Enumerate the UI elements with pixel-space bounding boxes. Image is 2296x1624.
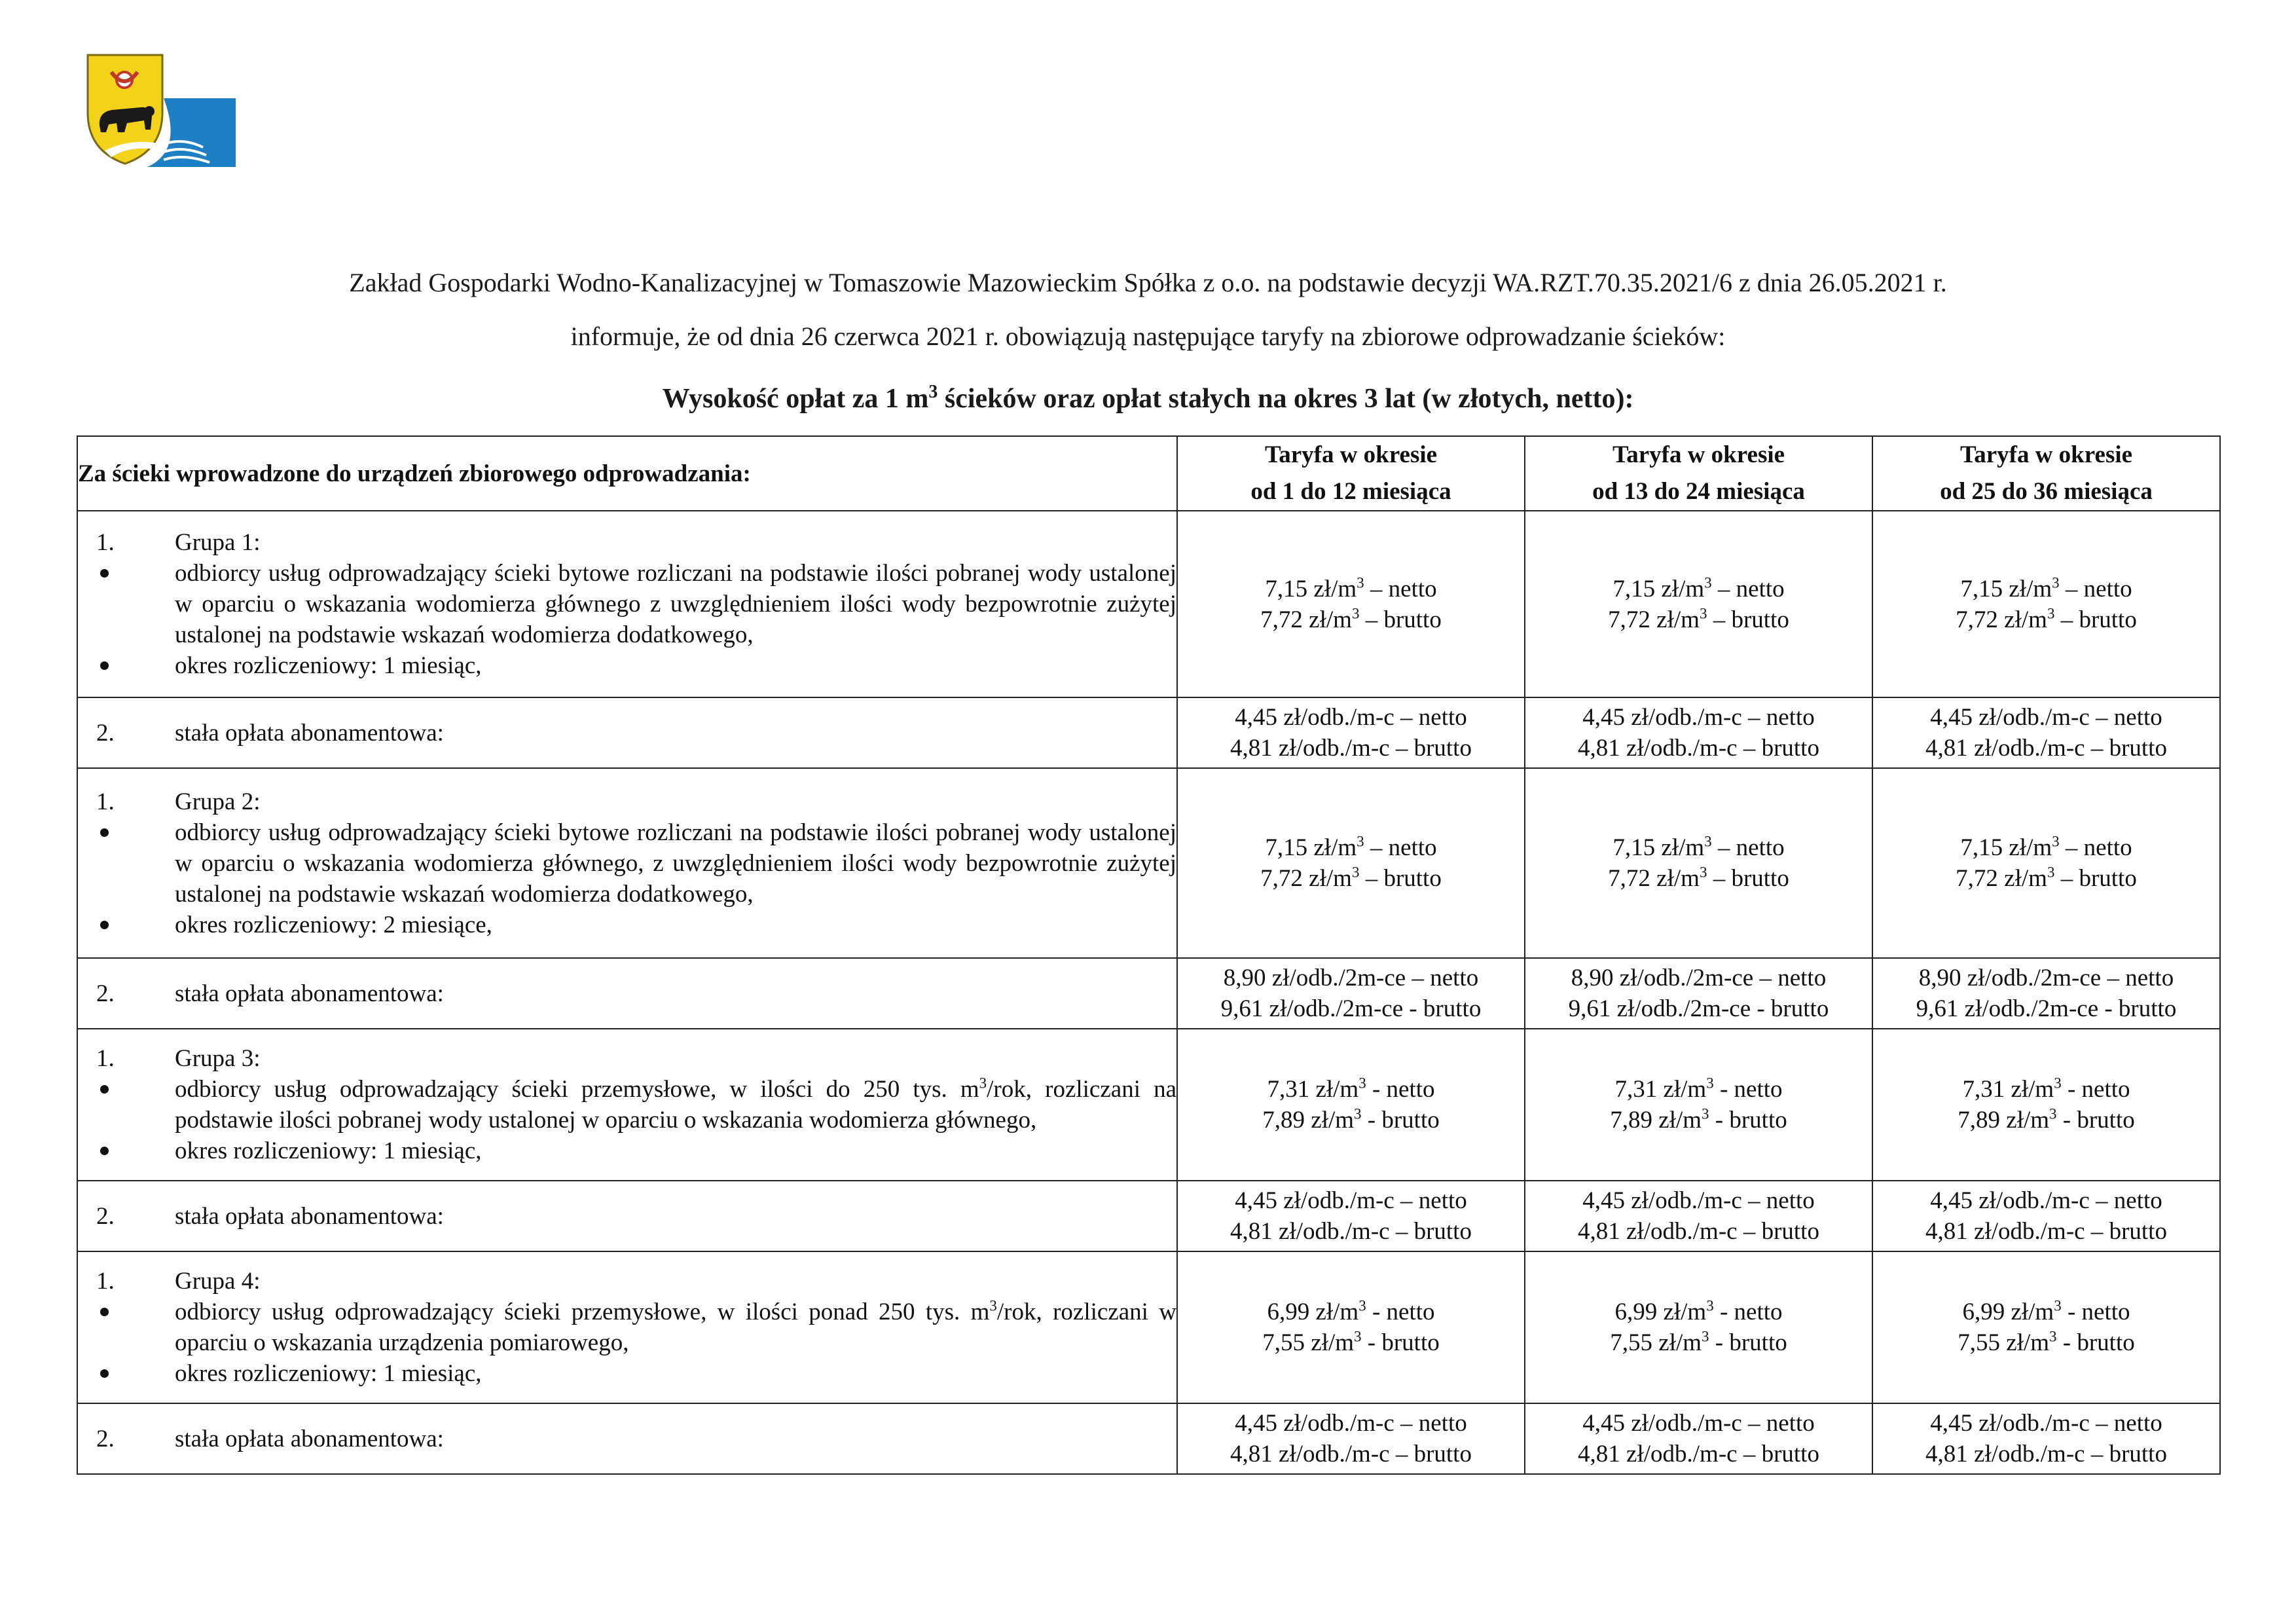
group-4-rate-row (77, 1251, 2220, 1403)
intro-line-2: informuje, że od dnia 26 czerwca 2021 r. obowiązują następujące taryfy na zbiorowe odprowadzanie ścieków: (570, 322, 1726, 351)
group-4-rate-p1: 6,99 $zł/m^3$ - netto 7,55 $zł/m^3$ - brutto (1177, 1251, 1525, 1403)
group-4-rate-p2: 6,99 $zł/m^3$ - netto 7,55 $zł/m^3$ - brutto (1525, 1251, 1872, 1403)
group-2-fee-label: 2. stała opłata abonamentowa: (77, 958, 1177, 1029)
group-1-fee-row (77, 697, 2220, 768)
group-2-fee-p1: 8,90 zł/odb./2m-ce – netto 9,61 zł/odb./2m-ce - brutto (1177, 958, 1525, 1029)
group-2-rate-row (77, 768, 2220, 958)
group-1-description: 1. Grupa 1: odbiorcy usług odprowadzający ścieki bytowe rozliczani na podstawie ilości pobranej wody ustalonej w oparciu o wskazania wodomierza głównego z uwzględnieniem ilości wody bezpowrotnie zużytej ustalonej na podstawie wskazań wodomierza dodatkowego, okres rozliczeniowy: 1 miesiąc, (77, 511, 1177, 697)
group-2-rate-p3: 7,15 $zł/m^3$ – netto 7,72 $zł/m^3$ – brutto (1872, 768, 2220, 958)
intro-line-1: Zakład Gospodarki Wodno-Kanalizacyjnej w Tomaszowie Mazowieckim Spółka z o.o. na podstawie decyzji WA.RZT.70.35.2021/6 z dnia 26.05.2021 r. (349, 268, 1947, 297)
group-3-fee-p3: 4,45 zł/odb./m-c – netto 4,81 zł/odb./m-c – brutto (1872, 1181, 2220, 1251)
group-3-rate-p1: 7,31 $zł/m^3$ - netto 7,89 $zł/m^3$ - brutto (1177, 1029, 1525, 1181)
group-2-rate-p2: 7,15 $zł/m^3$ – netto 7,72 $zł/m^3$ – brutto (1525, 768, 1872, 958)
group-1-fee-label: 2. stała opłata abonamentowa: (77, 697, 1177, 768)
column-header-main: Za ścieki wprowadzone do urządzeń zbiorowego odprowadzania: (77, 436, 1177, 511)
group-3-fee-label: 2. stała opłata abonamentowa: (77, 1181, 1177, 1251)
group-4-fee-p3: 4,45 zł/odb./m-c – netto 4,81 zł/odb./m-c – brutto (1872, 1403, 2220, 1474)
group-4-fee-label: 2. stała opłata abonamentowa: (77, 1403, 1177, 1474)
group-3-description: 1. Grupa 3: odbiorcy usług odprowadzający ścieki przemysłowe, w ilości do 250 tys. $m^3$/rok, rozliczani na podstawie ilości pobranej wody ustalonej w oparciu o wskazania wodomierza głównego, okres rozliczeniowy: 1 miesiąc, (77, 1029, 1177, 1181)
group-1-rate-p3: 7,15 $zł/m^3$ – netto 7,72 $zł/m^3$ – brutto (1872, 511, 2220, 697)
group-1-fee-p3: 4,45 zł/odb./m-c – netto 4,81 zł/odb./m-c – brutto (1872, 697, 2220, 768)
tariff-table (77, 435, 2221, 1475)
group-4-rate-p3: 6,99 $zł/m^3$ - netto 7,55 $zł/m^3$ - brutto (1872, 1251, 2220, 1403)
group-4-fee-p2: 4,45 zł/odb./m-c – netto 4,81 zł/odb./m-c – brutto (1525, 1403, 1872, 1474)
group-1-rate-p1: 7,15 $zł/m^3$ – netto 7,72 $zł/m^3$ – brutto (1177, 511, 1525, 697)
table-heading: Wysokość opłat za 1 $m^3$ ścieków oraz opłat stałych na okres 3 lat (w złotych, netto): (662, 382, 1634, 414)
group-3-fee-p2: 4,45 zł/odb./m-c – netto 4,81 zł/odb./m-c – brutto (1525, 1181, 1872, 1251)
group-1-rate-p2: 7,15 $zł/m^3$ – netto 7,72 $zł/m^3$ – brutto (1525, 511, 1872, 697)
group-2-fee-row (77, 958, 2220, 1029)
group-1-fee-p2: 4,45 zł/odb./m-c – netto 4,81 zł/odb./m-c – brutto (1525, 697, 1872, 768)
group-3-fee-p1: 4,45 zł/odb./m-c – netto 4,81 zł/odb./m-c – brutto (1177, 1181, 1525, 1251)
column-header-period-1: Taryfa w okresie od 1 do 12 miesiąca (1177, 436, 1525, 511)
column-header-period-2: Taryfa w okresie od 13 do 24 miesiąca (1525, 436, 1872, 511)
group-3-rate-row (77, 1029, 2220, 1181)
group-2-rate-p1: 7,15 $zł/m^3$ – netto 7,72 $zł/m^3$ – brutto (1177, 768, 1525, 958)
group-3-fee-row (77, 1181, 2220, 1251)
column-header-period-3: Taryfa w okresie od 25 do 36 miesiąca (1872, 436, 2220, 511)
group-1-rate-row (77, 511, 2220, 697)
group-4-fee-row (77, 1403, 2220, 1474)
city-coat-of-arms-logo (85, 52, 242, 167)
group-2-fee-p3: 8,90 zł/odb./2m-ce – netto 9,61 zł/odb./2m-ce - brutto (1872, 958, 2220, 1029)
group-4-description: 1. Grupa 4: odbiorcy usług odprowadzający ścieki przemysłowe, w ilości ponad 250 tys. $m^3$/rok, rozliczani w oparciu o wskazania urządzenia pomiarowego, okres rozliczeniowy: 1 miesiąc, (77, 1251, 1177, 1403)
group-3-rate-p2: 7,31 $zł/m^3$ - netto 7,89 $zł/m^3$ - brutto (1525, 1029, 1872, 1181)
group-1-fee-p1: 4,45 zł/odb./m-c – netto 4,81 zł/odb./m-c – brutto (1177, 697, 1525, 768)
group-2-fee-p2: 8,90 zł/odb./2m-ce – netto 9,61 zł/odb./2m-ce - brutto (1525, 958, 1872, 1029)
group-3-rate-p3: 7,31 $zł/m^3$ - netto 7,89 $zł/m^3$ - brutto (1872, 1029, 2220, 1181)
group-2-description: 1. Grupa 2: odbiorcy usług odprowadzający ścieki bytowe rozliczani na podstawie ilości pobranej wody ustalonej w oparciu o wskazania wodomierza głównego, z uwzględnieniem ilości wody bezpowrotnie zużytej ustalonej na podstawie wskazań wodomierza dodatkowego, okres rozliczeniowy: 2 miesiące, (77, 768, 1177, 958)
table-header-row (77, 436, 2220, 511)
group-4-fee-p1: 4,45 zł/odb./m-c – netto 4,81 zł/odb./m-c – brutto (1177, 1403, 1525, 1474)
